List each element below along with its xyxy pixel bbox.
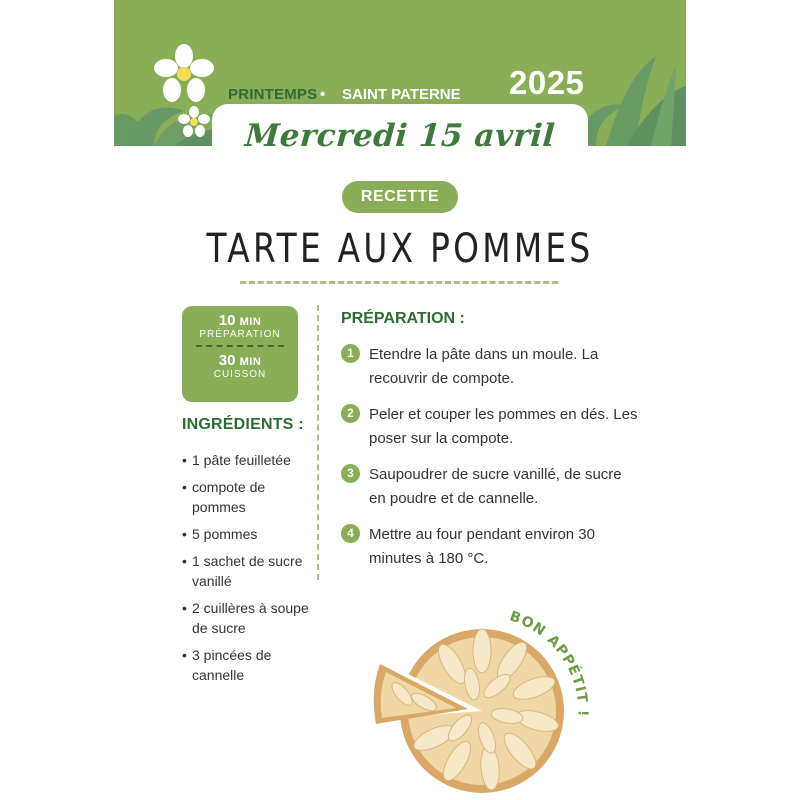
bon-appetit-text <box>504 600 604 750</box>
cook-time-value: 30 <box>218 352 236 369</box>
step-text: Etendre la pâte dans un moule. La recouvrir de compote. <box>369 346 599 387</box>
cook-time <box>182 352 298 369</box>
year: 2025 <box>509 64 585 101</box>
step-item <box>341 343 641 391</box>
closing-text: BON APPÉTIT ! <box>507 608 591 718</box>
daisy-large-icon <box>154 44 214 104</box>
step-item <box>341 463 641 511</box>
step-number-icon: 3 <box>341 464 360 483</box>
step-text: Mettre au four pendant environ 30 minutes à 180 °C. <box>369 526 595 567</box>
step-text: Peler et couper les pommes en dés. Les poser sur la compote. <box>369 406 638 447</box>
prep-time-value: 10 <box>218 312 236 329</box>
season-label: PRINTEMPS <box>228 86 318 103</box>
page-date: Mercredi 15 avril <box>243 118 557 154</box>
time-divider <box>196 345 284 347</box>
ingredients-heading: INGRÉDIENTS : <box>182 416 304 433</box>
step-item <box>341 523 641 571</box>
step-number-icon: 2 <box>341 404 360 423</box>
list-item: • 1 sachet de sucre vanillé <box>182 551 322 591</box>
time-box <box>182 306 298 402</box>
steps-list <box>341 343 641 583</box>
recipe-tag: RECETTE <box>342 181 458 213</box>
cook-time-unit: MIN <box>239 356 262 368</box>
prep-time <box>182 312 298 329</box>
separator-dot: • <box>320 86 326 103</box>
list-item: • 5 pommes <box>182 524 322 544</box>
prep-time-unit: MIN <box>239 316 262 328</box>
ingredients-list <box>182 450 322 692</box>
prep-time-label: PRÉPARATION <box>199 329 281 340</box>
column-divider <box>317 305 319 580</box>
list-item: • 3 pincées de cannelle <box>182 645 322 685</box>
step-number-icon: 1 <box>341 344 360 363</box>
step-text: Saupoudrer de sucre vanillé, de sucre en poudre et de cannelle. <box>369 466 622 507</box>
step-item <box>341 403 641 451</box>
daisy-small-icon <box>178 106 210 138</box>
list-item: • compote de pommes <box>182 477 322 517</box>
calendar-page <box>114 0 686 800</box>
preparation-heading: PRÉPARATION : <box>341 310 465 327</box>
saint-of-day: SAINT PATERNE <box>342 86 461 103</box>
date-tab <box>212 104 588 164</box>
recipe-title: TARTE AUX POMMES <box>206 226 594 272</box>
list-item: • 2 cuillères à soupe de sucre <box>182 598 322 638</box>
cook-time-label: CUISSON <box>213 369 267 380</box>
step-number-icon: 4 <box>341 524 360 543</box>
list-item: • 1 pâte feuilletée <box>182 450 322 470</box>
title-divider <box>240 281 558 284</box>
svg-text:BON APPÉTIT ! <box>508 608 591 717</box>
